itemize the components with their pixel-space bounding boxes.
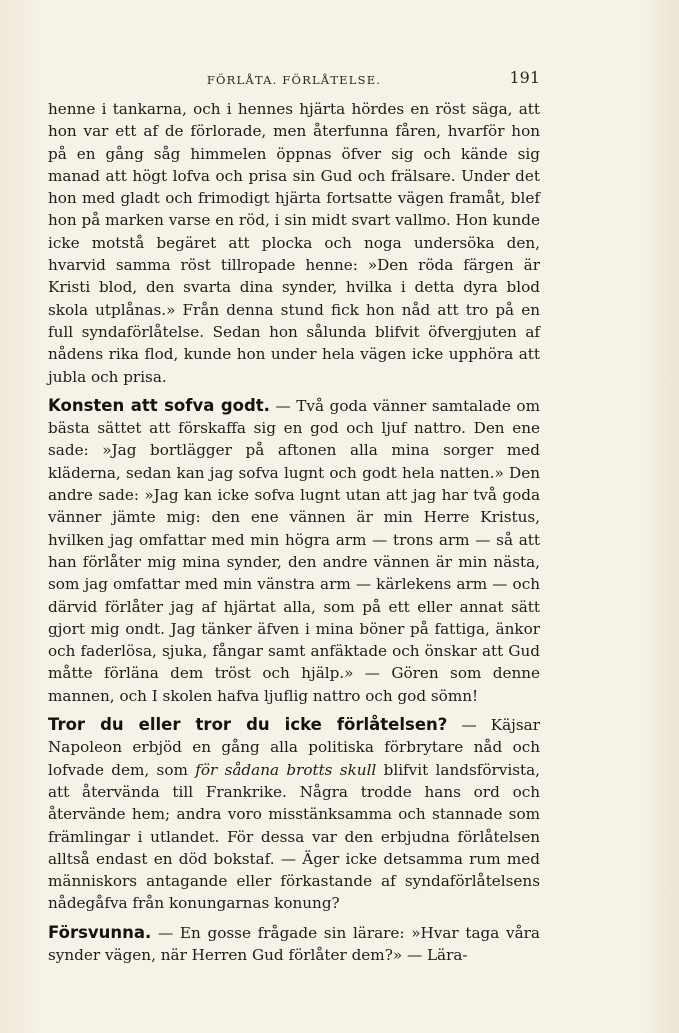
page-number: 191 <box>509 68 540 87</box>
body-text <box>48 98 540 966</box>
section-heading: Försvunna. <box>48 922 152 942</box>
section-heading: Konsten att sofva godt. <box>48 395 270 415</box>
paragraph-text: — Två goda vänner samtalade om bästa sättet att förskaffa sig en god och ljuf nattro. Den ene sade: »Jag bortlägger på aftonen alla mina sorger med kläderna, sedan kan jag sofva lugnt och godt hela natten.» Den andre sade: »Jag kan icke sofva lugnt utan att jag har två goda vänner jämte mig: den ene vännen är min Herre Kristus, hvilken jag omfattar med min högra arm — trons arm — så att han förlåter mig mina synder, den andre vännen är min nästa, som jag omfattar med min vänstra arm — kärlekens arm — och därvid förlåter jag af hjärtat alla, som på ett eller annat sätt gjort mig ondt. Jag tänker äfven i mina böner på fattiga, änkor och faderlösa, sjuka, fångar samt anfäktade och önskar att Gud måtte förläna dem tröst och hjälp.» — Gören som denne mannen, och I skolen hafva ljuflig nattro och god sömn! <box>48 396 540 705</box>
paragraph <box>48 98 540 388</box>
paragraph <box>48 714 540 915</box>
italic-phrase: för sådana brotts skull <box>195 760 377 779</box>
paragraph-text: — Käjsar Napoleon erbjöd en gång alla politiska förbrytare nåd och lofvade dem, som <box>48 716 540 779</box>
section-heading: Tror du eller tror du icke förlåtelsen? <box>48 715 448 735</box>
paragraph <box>48 395 540 707</box>
running-head: FÖRLÅTA. FÖRLÅTELSE. <box>206 73 382 87</box>
paragraph <box>48 922 540 967</box>
paragraph-text: henne i tankarna, och i hennes hjärta hördes en röst säga, att hon var ett af de förlorade, men återfunna fåren, hvarför hon på en gång såg himmelen öppnas öfver sig och kände sig manad att högt lofva och prisa sin Gud och frälsare. Under det hon med gladt och frimodigt hjärta fortsatte vägen framåt, blef hon på marken varse en röd, i sin midt svart vallmo. Hon kunde icke motstå begäret att plocka och noga undersöka den, hvarvid samma röst tillropade henne: »Den röda färgen är Kristi blod, den svarta dina synder, hvilka i detta dyra blod skola utplånas.» Från denna stund fick hon nåd att tro på en full syndaförlåtelse. Sedan hon sålunda blifvit öfvergjuten af nådens rika flod, kunde hon under hela vägen icke upphöra att jubla och prisa. <box>48 100 540 386</box>
page-header <box>48 70 540 92</box>
paragraph-text: — En gosse frågade sin lärare: »Hvar taga våra synder vägen, när Herren Gud förlåter dem?» — Lära- <box>48 923 540 964</box>
paragraph-text: blifvit landsförvista, att återvända till Frankrike. Några trodde hans ord och återvände hem; andra voro misstänksamma och stannade som främlingar i utlandet. För dessa var den erbjudna förlåtelsen alltså endast en död bokstaf. — Äger icke detsamma rum med människors antagande eller förkastande af syndaförlåtelsens nådegåfva från konungarnas konung? <box>48 760 540 913</box>
